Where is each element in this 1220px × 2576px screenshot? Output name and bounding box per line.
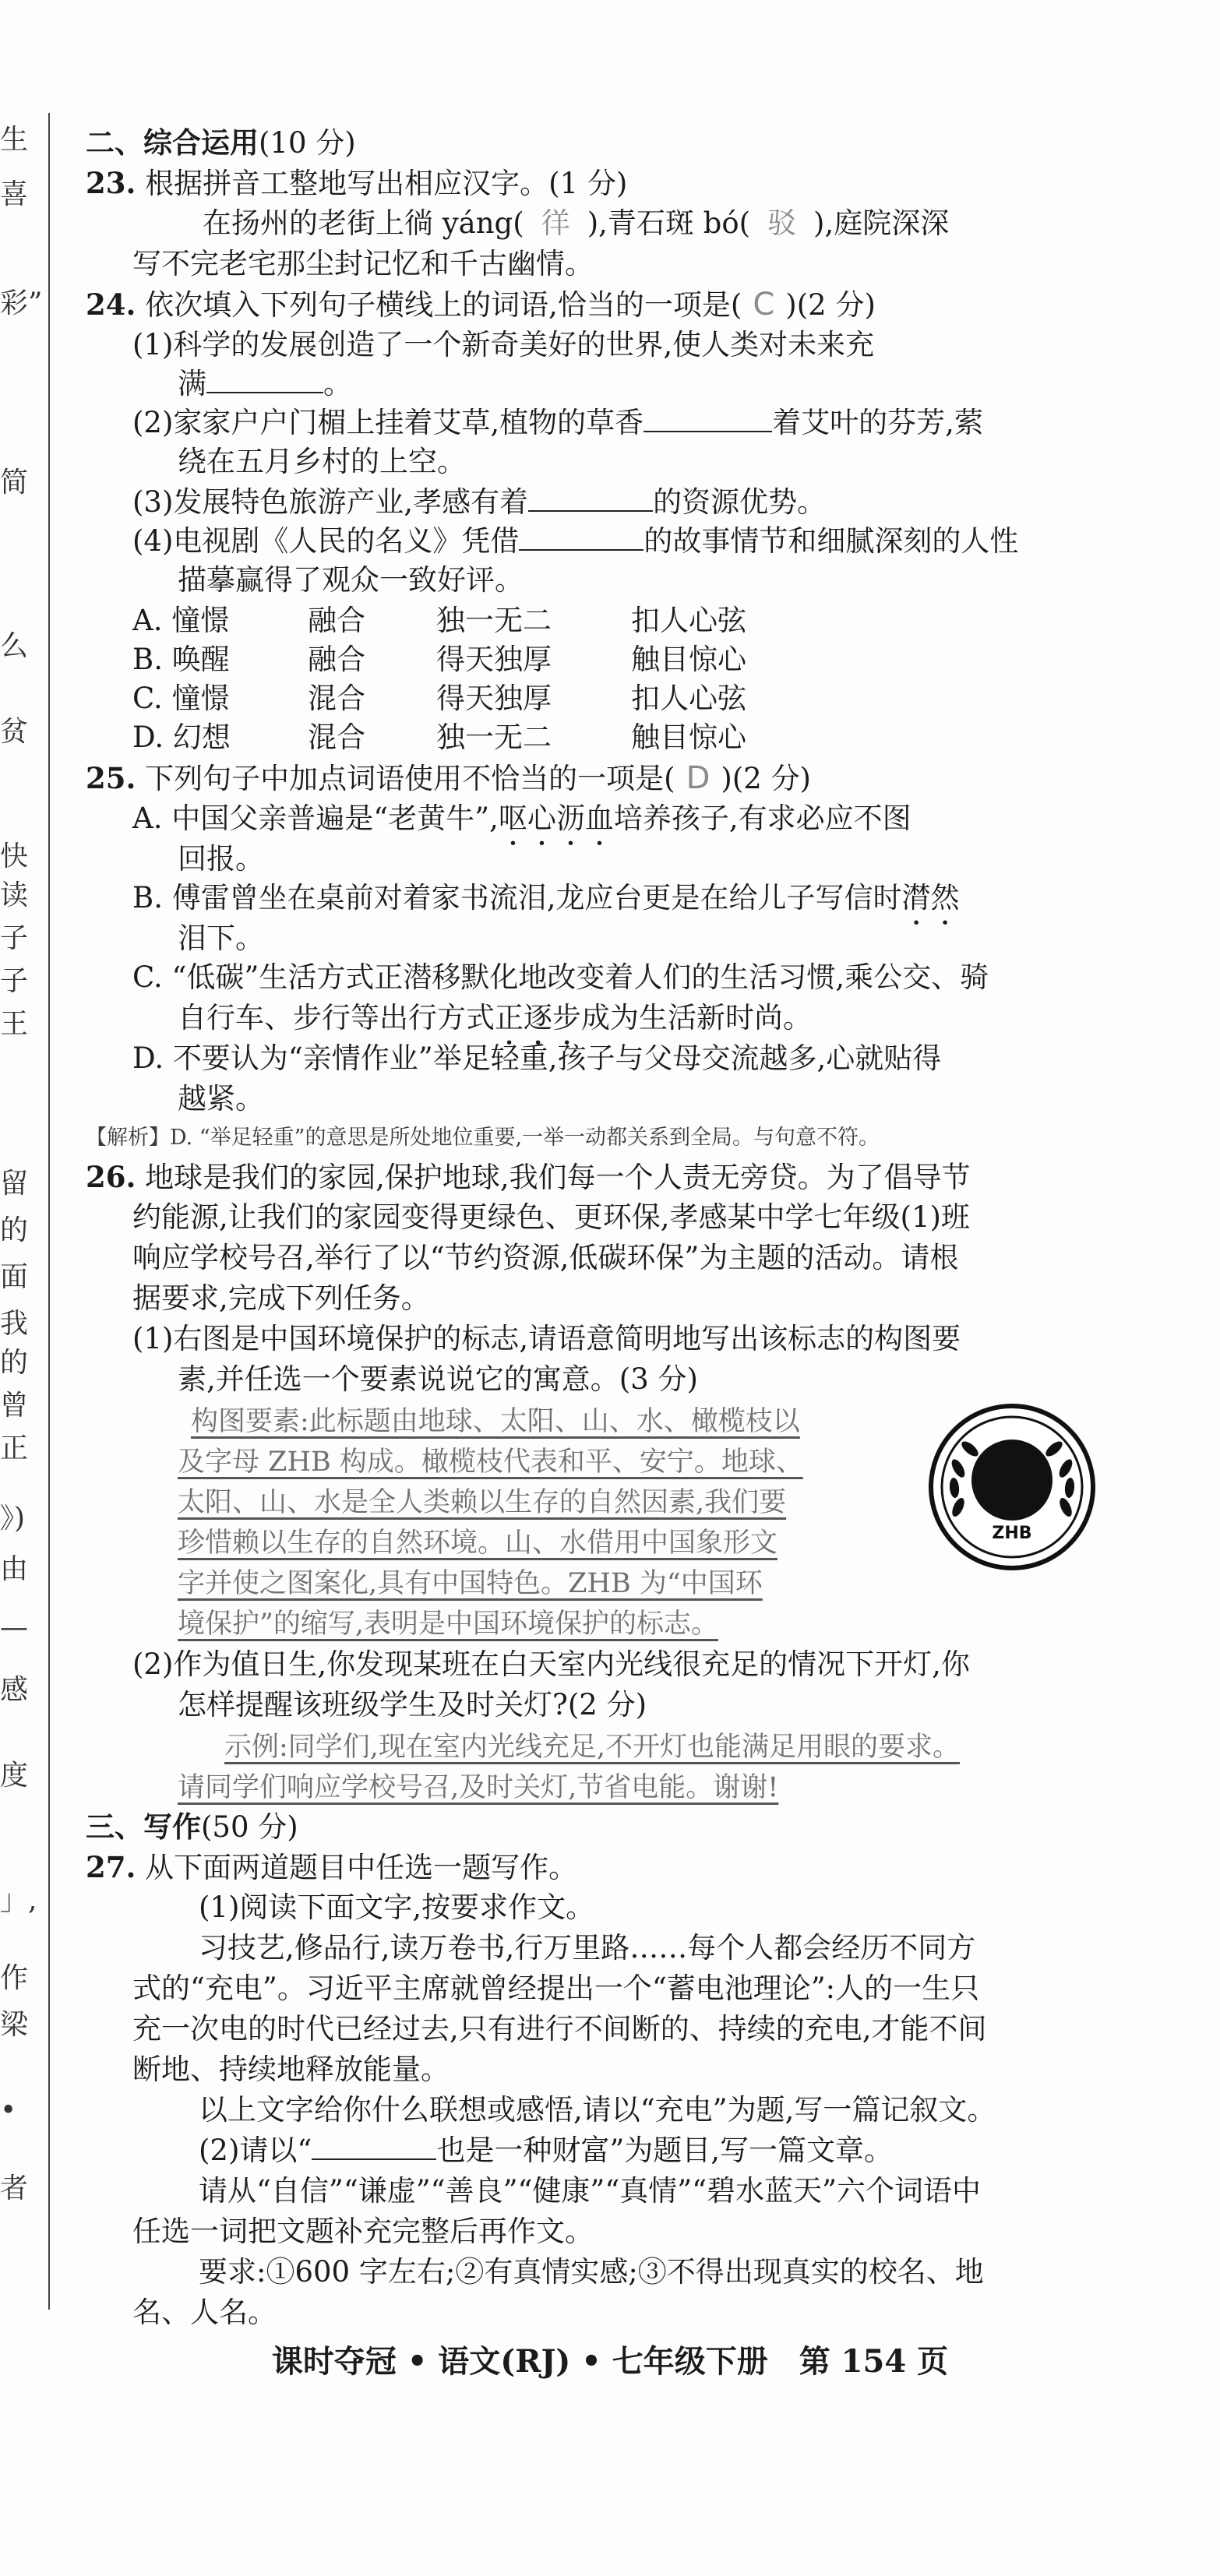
prompt-line: 请从“自信”“谦虚”“善良”“健康”“真情”“碧水蓝天”六个词语中	[199, 2174, 981, 2208]
margin-char: 快	[0, 840, 29, 872]
handwritten-answer: 徉	[541, 206, 570, 240]
margin-char: —	[0, 1612, 28, 1644]
option-b-line1: B. 傅雷曾坐在桌前对着家书流泪,龙应台更是在给儿子写信时潸然	[132, 881, 960, 914]
sentence-1: (1)科学的发展创造了一个新奇美好的世界,使人类对未来充	[132, 328, 875, 361]
part-1-line1: (1)右图是中国环境保护的标志,请语意简明地写出该标志的构图要	[132, 1322, 961, 1355]
margin-char: 的	[0, 1347, 29, 1379]
section-heading	[86, 1807, 298, 1847]
fill-blank	[312, 2135, 436, 2160]
option-a: A. 憧憬 融合 独一无二 扣人心弦	[132, 604, 746, 637]
option-a-line1: A. 中国父亲普遍是“老黄牛”,呕心沥血培养孩子,有求必应不图	[132, 802, 911, 835]
option-b: B. 唤醒 融合 得天独厚 触目惊心	[132, 643, 746, 676]
margin-char: 我	[0, 1308, 29, 1340]
margin-char: 度	[0, 1760, 29, 1792]
prompt-line: 以上文字给你什么联想或感悟,请以“充电”为题,写一篇记叙文。	[199, 2093, 996, 2127]
answer-line: 境保护”的缩写,表明是中国环境保护的标志。	[178, 1609, 719, 1640]
question-23-stem	[86, 164, 627, 203]
question-24-stem: 24. 依次填入下列句子横线上的词语,恰当的一项是( C )(2 分)	[86, 287, 876, 322]
margin-char: 喜	[0, 178, 29, 210]
margin-char: 留	[0, 1168, 29, 1200]
handwritten-answer: D	[686, 760, 710, 796]
answer-line: 珍惜赖以生存的自然环境。山、水借用中国象形文	[178, 1528, 778, 1559]
margin-char: 读	[0, 879, 29, 911]
reading-line: 习技艺,修品行,读万卷书,行万里路……每个人都会经历不同方	[199, 1931, 976, 1965]
margin-char: 彩”	[0, 287, 43, 319]
answer-line: 示例:同学们,现在室内光线充足,不开灯也能满足用眼的要求。	[224, 1732, 961, 1763]
question-25-stem: 25. 下列句子中加点词语使用不恰当的一项是( D )(2 分)	[86, 760, 811, 796]
question-27-stem: 27. 从下面两道题目中任选一题写作。	[86, 1850, 578, 1884]
margin-char: 王	[0, 1008, 29, 1040]
answer-line: 及字母 ZHB 构成。橄榄枝代表和平、安宁。地球、	[178, 1447, 803, 1478]
environmental-protection-logo	[927, 1402, 1097, 1572]
question-stem: 根据拼音工整地写出相应汉字。(1 分)	[145, 167, 628, 200]
question-26-line1: 26. 地球是我们的家园,保护地球,我们每一个人责无旁贷。为了倡导节	[86, 1160, 971, 1194]
option-c: C. 憧憬 混合 得天独厚 扣人心弦	[132, 682, 746, 715]
page-footer: 课时夺冠 • 语文(RJ) • 七年级下册 第 154 页	[271, 2343, 949, 2380]
fill-blank	[643, 407, 772, 432]
requirements-line: 要求:①600 字左右;②有真情实感;③不得出现真实的校名、地	[199, 2255, 984, 2289]
option-c-line1: C. “低碳”生活方式正潜移默化地改变着人们的生活习惯,乘公交、骑	[132, 960, 989, 994]
margin-char: 面	[0, 1261, 29, 1293]
sentence-2: (2)家家户户门楣上挂着艾草,植物的草香 着艾叶的芬芳,萦	[132, 406, 983, 439]
dotted-word: 呕心沥血	[498, 802, 614, 835]
margin-char: 子	[0, 965, 29, 997]
question-23-line2: 写不完老宅那尘封记忆和千古幽情。	[132, 247, 594, 280]
topic-2: (2)请以“ 也是一种财富”为题目,写一篇文章。	[199, 2134, 894, 2167]
section-heading	[86, 123, 356, 163]
option-d: D. 幻想 混合 独一无二 触目惊心	[132, 721, 746, 754]
answer-line: 字并使之图案化,具有中国特色。ZHB 为“中国环	[178, 1568, 763, 1599]
logo-text: ZHB	[992, 1524, 1032, 1543]
margin-char: 者	[0, 2173, 29, 2204]
fill-blank	[519, 526, 643, 551]
section-title: 二、综合运用	[86, 125, 259, 160]
answer-line: 太阳、山、水是全人类赖以生存的自然因素,我们要	[178, 1487, 787, 1518]
option-d-line2: 越紧。	[178, 1082, 264, 1115]
margin-char: 贫	[0, 716, 29, 748]
option-c-line2: 自行车、步行等出行方式正逐步成为生活新时尚。	[178, 1001, 812, 1034]
margin-char: 正	[0, 1432, 29, 1464]
part-2-line2: 怎样提醒该班级学生及时关灯?(2 分)	[178, 1688, 647, 1721]
option-d-line1: D. 不要认为“亲情作业”举足轻重,孩子与父母交流越多,心就贴得	[132, 1041, 942, 1075]
section-score: (10 分)	[259, 126, 356, 160]
answer-line: 构图要素:此标题由地球、太阳、山、水、橄榄枝以	[191, 1406, 800, 1437]
margin-char: 」,	[0, 1884, 37, 1916]
margin-char: 生	[0, 124, 29, 156]
sentence-4-cont: 描摹赢得了观众一致好评。	[178, 563, 524, 597]
option-a-line2: 回报。	[178, 842, 264, 876]
question-26-line3: 响应学校号召,举行了以“节约资源,低碳环保”为主题的活动。请根	[132, 1241, 959, 1274]
question-23-line1: 在扬州的老街上徜 yáng( 徉 ),青石斑 bó( 驳 ),庭院深深	[203, 206, 950, 240]
zhb-emblem-icon	[927, 1402, 1097, 1572]
dotted-word: 潸然	[901, 881, 960, 914]
handwritten-answer: C	[753, 287, 775, 322]
sentence-4: (4)电视剧《人民的名义》凭借 的故事情节和细腻深刻的人性	[132, 524, 1019, 558]
fill-blank	[206, 368, 323, 393]
sentence-1-cont: 满 。	[178, 367, 352, 400]
part-2-line1: (2)作为值日生,你发现某班在白天室内光线很充足的情况下开灯,你	[132, 1647, 970, 1681]
answer-line: 请同学们响应学校号召,及时关灯,节省电能。谢谢!	[178, 1772, 779, 1803]
margin-char: 曾	[0, 1390, 29, 1422]
question-number: 27.	[86, 1850, 136, 1884]
margin-divider	[48, 113, 50, 2310]
section-title: 三、写作	[86, 1810, 201, 1844]
question-number: 26.	[86, 1160, 136, 1194]
dotted-word: 正逐步	[495, 1001, 581, 1034]
option-b-line2: 泪下。	[178, 922, 264, 955]
question-26-line2: 约能源,让我们的家园变得更绿色、更环保,孝感某中学七年级(1)班	[132, 1200, 970, 1234]
question-number: 23.	[86, 166, 136, 200]
reading-line: 充一次电的时代已经过去,只有进行不间断的、持续的充电,才能不间	[132, 2012, 987, 2046]
margin-char: 作	[0, 1962, 29, 1994]
margin-char: 感	[0, 1674, 29, 1706]
margin-char: 梁	[0, 2009, 29, 2041]
margin-char: 简	[0, 467, 29, 499]
margin-char: 》)	[0, 1503, 26, 1535]
part-1-line2: 素,并任选一个要素说说它的寓意。(3 分)	[178, 1362, 698, 1396]
margin-char: 么	[0, 630, 29, 662]
fill-blank	[528, 487, 653, 512]
requirements-line: 名、人名。	[132, 2296, 277, 2329]
sentence-3: (3)发展特色旅游产业,孝感有着 的资源优势。	[132, 485, 827, 519]
question-number: 25.	[86, 761, 136, 795]
reading-line: 断地、持续地释放能量。	[132, 2053, 450, 2086]
margin-char: 子	[0, 922, 29, 954]
margin-char: 由	[0, 1553, 29, 1585]
prompt-line: 任选一词把文题补充完整后再作文。	[132, 2215, 594, 2248]
reading-line: 式的“充电”。习近平主席就曾经提出一个“蓄电池理论”:人的一生只	[132, 1972, 980, 2005]
sentence-2-cont: 绕在五月乡村的上空。	[178, 445, 466, 478]
section-score: (50 分)	[201, 1810, 298, 1844]
analysis-note: 【解析】D. “举足轻重”的意思是所处地位重要,一举一动都关系到全局。与句意不符。	[86, 1126, 880, 1150]
topic-1: (1)阅读下面文字,按要求作文。	[199, 1891, 595, 1924]
margin-char: 的	[0, 1214, 29, 1246]
handwritten-answer: 驳	[767, 206, 797, 240]
question-26-line4: 据要求,完成下列任务。	[132, 1281, 430, 1315]
margin-char: •	[0, 2095, 17, 2127]
question-number: 24.	[86, 287, 136, 322]
left-margin-fragments	[0, 0, 47, 2306]
